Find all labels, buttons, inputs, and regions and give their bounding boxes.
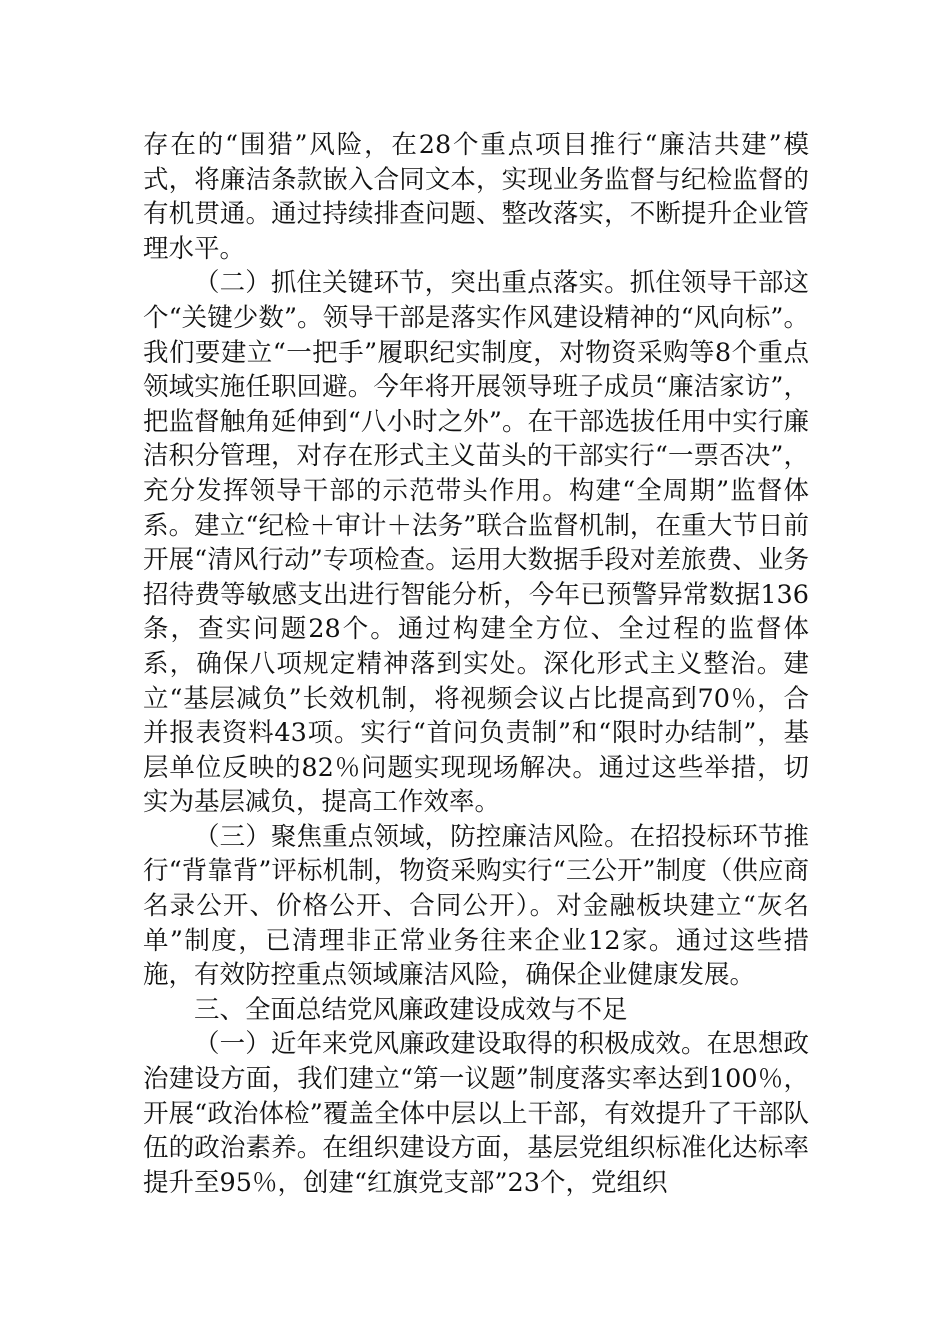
paragraph-key-links: （二）抓住关键环节，突出重点落实。抓住领导干部这个“关键少数”。领导干部是落实作风建设精神的“风向标”。我们要建立“一把手”履职纪实制度，对物资采购等8个重点领域实施任职回避。今年将开展领导班子成员“廉洁家访”，把监督触角延伸到“八小时之外”。在干部选拔任用中实行廉洁积分管理，对存在形式主义苗头的干部实行“一票否决”，充分发挥领导干部的示范带头作用。构建“全周期”监督体系。建立“纪检＋审计＋法务”联合监督机制，在重大节日前开展“清风行动”专项检查。运用大数据手段对差旅费、业务招待费等敏感支出进行智能分析，今年已预警异常数据136条，查实问题28个。通过构建全方位、全过程的监督体系，确保八项规定精神落到实处。深化形式主义整治。建立“基层减负”长效机制，将视频会议占比提高到70％，合并报表资料43项。实行“首问负责制”和“限时办结制”，基层单位反映的82％问题实现现场解决。通过这些举措，切实为基层减负，提高工作效率。 xyxy=(143,268,809,818)
paragraph-key-areas: （三）聚焦重点领域，防控廉洁风险。在招投标环节推行“背靠背”评标机制，物资采购实行“三公开”制度（供应商名录公开、价格公开、合同公开）。对金融板块建立“灰名单”制度，已清理非正常业务往来企业12家。通过这些措施，有效防控重点领域廉洁风险，确保企业健康发展。 xyxy=(143,821,809,991)
paragraph-achievements: （一）近年来党风廉政建设取得的积极成效。在思想政治建设方面，我们建立“第一议题”制度落实率达到100％，开展“政治体检”覆盖全体中层以上干部，有效提升了干部队伍的政治素养。在组织建设方面，基层党组织标准化达标率提升至95％，创建“红旗党支部”23个，党组织 xyxy=(143,1029,809,1198)
section-heading: 三、全面总结党风廉政建设成效与不足 xyxy=(194,994,628,1025)
document-body xyxy=(143,128,809,1200)
paragraph-continued: 存在的“围猎”风险，在28个重点项目推行“廉洁共建”模式，将廉洁条款嵌入合同文本，实现业务监督与纪检监督的有机贯通。通过持续排查问题、整改落实，不断提升企业管理水平。 xyxy=(143,130,809,264)
